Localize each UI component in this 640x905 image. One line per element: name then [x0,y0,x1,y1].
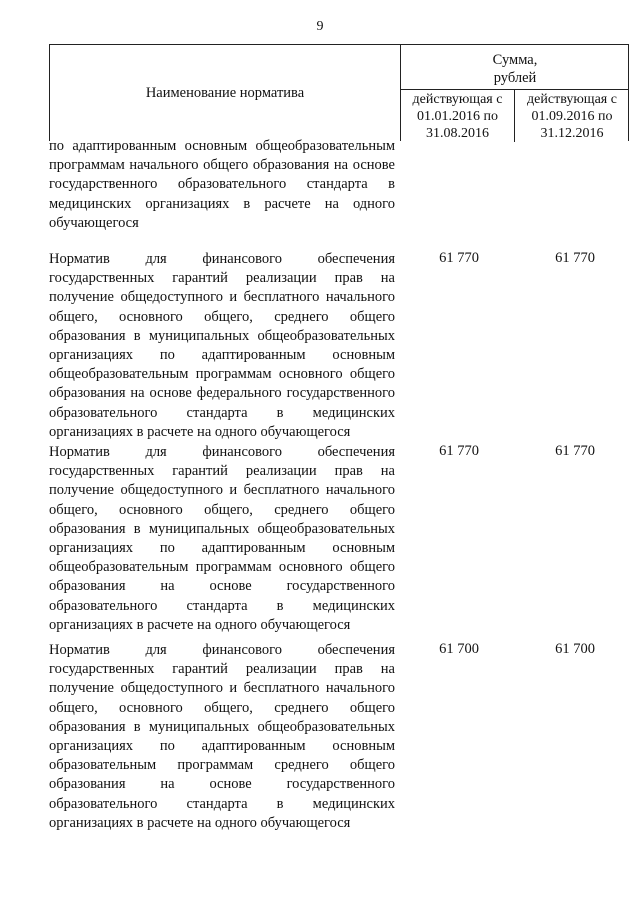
norm-description: Норматив для финансового обеспечения государственных гарантий реализации прав на получение общедоступного и бесплатного начального общего, основного общего, среднего общего образования в муниципальных общеобразовательных организациях по адаптированным основным образовательным программам среднего общего образования на основе государственного образовательного стандарта в медицинских организациях в расчете на одного обучающегося [49,642,395,831]
header-period-1-line1: действующая с [412,92,503,107]
page-number: 9 [316,19,324,34]
amount-period-1: 61 700 [439,641,479,657]
amount-period-2: 61 770 [555,250,595,266]
header-sum-line1: Сумма, [492,52,538,68]
header-sum-line2: рублей [493,70,537,86]
norm-description: по адаптированным основным общеобразовательным программам начального общего образования на основе государственного образовательного стандарта в медицинских организациях в расчете на одного обучающегося [49,138,395,231]
header-period-2 [515,90,629,142]
amount-period-1: 61 770 [439,250,479,266]
header-period-1 [401,90,515,142]
header-period-2-line1: действующая с [527,92,617,107]
amount-period-2: 61 700 [555,641,595,657]
norm-description: Норматив для финансового обеспечения государственных гарантий реализации прав на получение общедоступного и бесплатного начального общего, основного общего, среднего общего образования в муниципальных общеобразовательных организациях по адаптированным основным общеобразовательным программам основного общего образования на основе государственного образовательного стандарта в медицинских организациях в расчете на одного обучающегося [49,444,395,633]
header-name-column: Наименование норматива [50,45,401,141]
header-period-1-line3: 31.08.2016 [426,126,489,141]
header-sum [401,45,629,90]
header-period-2-line3: 31.12.2016 [540,126,604,141]
amount-period-2: 61 770 [555,443,595,459]
amount-period-1: 61 770 [439,443,479,459]
table-header [49,44,629,141]
norm-description: Норматив для финансового обеспечения государственных гарантий реализации прав на получение общедоступного и бесплатного начального общего, основного общего, среднего общего образования в муниципальных общеобразовательных организациях по адаптированным основным общеобразовательным программам основного общего образования на основе федерального государственного образовательного стандарта в медицинских организациях в расчете на одного обучающегося [49,251,395,440]
header-period-2-line2: 01.09.2016 по [531,109,613,124]
header-period-1-line2: 01.01.2016 по [417,109,498,124]
